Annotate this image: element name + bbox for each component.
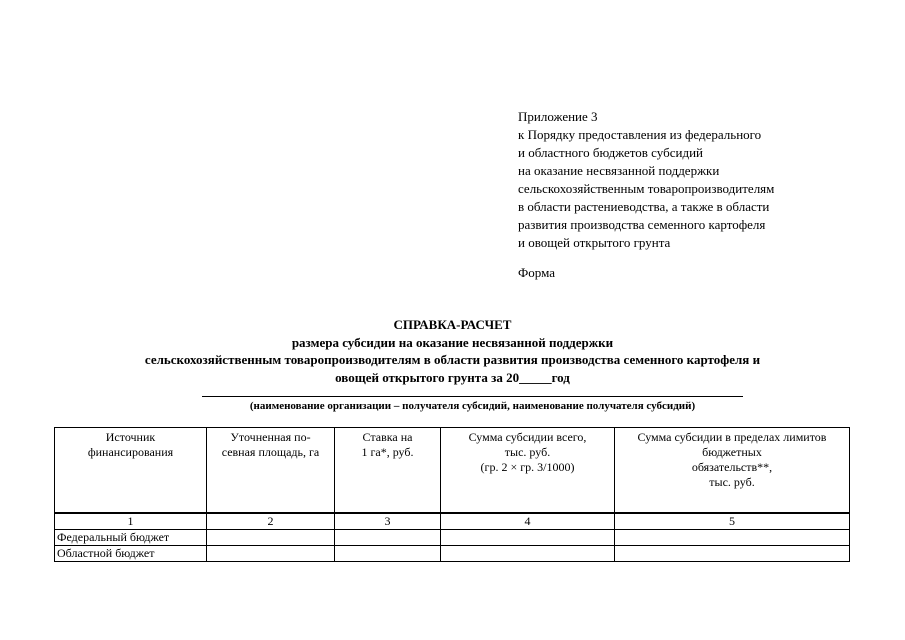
row-label: Областной бюджет bbox=[55, 546, 207, 562]
header-sown-area bbox=[207, 428, 335, 513]
header-text: севная площадь, га bbox=[221, 445, 320, 459]
header-rate bbox=[335, 428, 441, 513]
form-label: Форма bbox=[518, 265, 555, 280]
subsidy-table bbox=[54, 427, 850, 562]
title-line-1: СПРАВКА-РАСЧЕТ bbox=[393, 317, 512, 332]
title-line-2: размера субсидии на оказание несвязанной поддержки bbox=[291, 334, 614, 350]
table-cell bbox=[615, 546, 850, 562]
table-row bbox=[55, 546, 850, 562]
appendix-line: в области растениеводства, а также в области bbox=[518, 199, 770, 214]
table-cell bbox=[335, 530, 441, 546]
column-number: 3 bbox=[335, 514, 441, 530]
appendix-header bbox=[518, 108, 774, 252]
header-text: 1 га*, руб. bbox=[361, 445, 414, 459]
column-number: 5 bbox=[615, 514, 850, 530]
table-cell bbox=[441, 530, 615, 546]
table-cell bbox=[207, 546, 335, 562]
table-row bbox=[55, 530, 850, 546]
header-funding-source bbox=[55, 428, 207, 513]
table-cell bbox=[441, 546, 615, 562]
column-number: 2 bbox=[207, 514, 335, 530]
appendix-line: сельскохозяйственным товаропроизводителям bbox=[518, 181, 775, 196]
organization-name-underline bbox=[202, 396, 743, 397]
header-text: обязательств**, bbox=[691, 460, 773, 474]
column-number-row bbox=[55, 514, 850, 530]
header-text: Сумма субсидии в пределах лимитов bbox=[637, 430, 827, 444]
header-text: финансирования bbox=[87, 445, 174, 459]
column-number: 4 bbox=[441, 514, 615, 530]
table-header-row bbox=[55, 428, 850, 513]
header-text: (гр. 2 × гр. 3/1000) bbox=[480, 460, 575, 474]
title-line-4: овощей открытого грунта за 20_____год bbox=[335, 369, 570, 385]
appendix-line: Приложение 3 bbox=[518, 109, 598, 124]
header-text: Сумма субсидии всего, bbox=[468, 430, 587, 444]
header-text: бюджетных bbox=[702, 445, 762, 459]
header-text: тыс. руб. bbox=[504, 445, 551, 459]
header-subsidy-limit bbox=[615, 428, 850, 513]
appendix-line: и овощей открытого грунта bbox=[518, 235, 671, 250]
table-cell bbox=[335, 546, 441, 562]
header-text: Ставка на bbox=[362, 430, 413, 444]
title-line-3: сельскохозяйственным товаропроизводителям в области развития производства семенного картофеля и bbox=[144, 352, 761, 367]
row-label: Федеральный бюджет bbox=[55, 530, 207, 546]
organization-caption: (наименование организации – получателя субсидий, наименование получателя субсидий) bbox=[249, 400, 696, 412]
appendix-line: и областного бюджетов субсидий bbox=[518, 145, 703, 160]
appendix-line: на оказание несвязанной поддержки bbox=[518, 163, 720, 178]
header-text: Источник bbox=[105, 430, 156, 444]
appendix-line: развития производства семенного картофеля bbox=[518, 217, 766, 232]
table-cell bbox=[207, 530, 335, 546]
document-title bbox=[0, 316, 905, 386]
appendix-line: к Порядку предоставления из федерального bbox=[518, 127, 762, 142]
header-text: Уточненная по- bbox=[230, 430, 311, 444]
column-number: 1 bbox=[55, 514, 207, 530]
table-cell bbox=[615, 530, 850, 546]
header-text: тыс. руб. bbox=[709, 475, 755, 489]
header-subsidy-total bbox=[441, 428, 615, 513]
